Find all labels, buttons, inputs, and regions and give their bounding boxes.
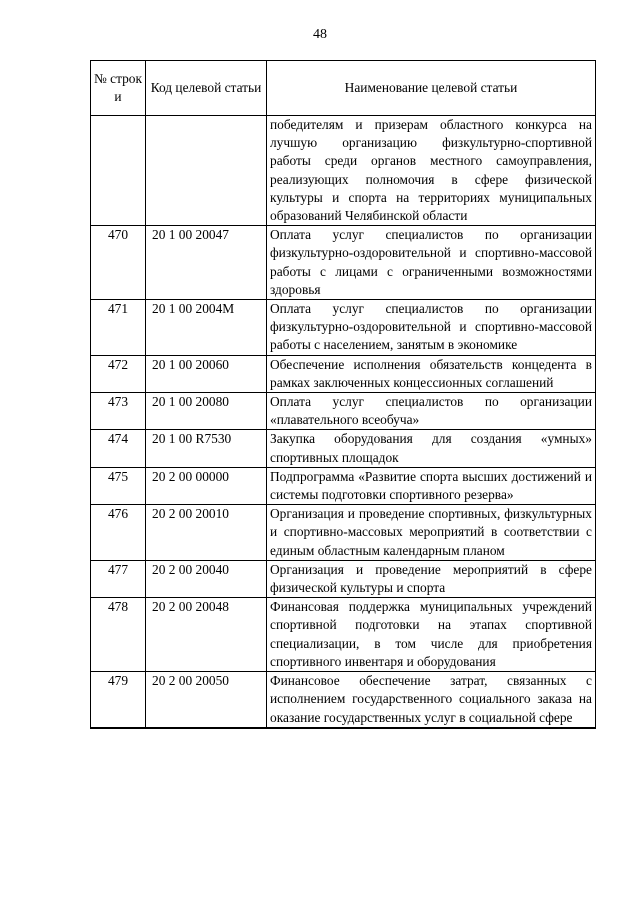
table-row: [91, 226, 596, 300]
table-row: [91, 116, 596, 226]
row-num: 479: [91, 672, 146, 728]
row-code: 20 2 00 00000: [146, 467, 267, 504]
target-articles-table: [90, 60, 596, 729]
table-row: [91, 300, 596, 356]
row-num: 475: [91, 467, 146, 504]
row-name: победителям и призерам областного конкурса на лучшую организацию физкультурно-спортивной работы среди органов местного самоуправления, реализующих полномочия в сфере физической культуры и спорта на территориях муниципальных образований Челябинской области: [267, 116, 596, 226]
row-name: Подпрограмма «Развитие спорта высших достижений и системы подготовки спортивного резерва»: [267, 467, 596, 504]
row-name: Оплата услуг специалистов по организации физкультурно-оздоровительной и спортивно-массовой работы с лицами с ограниченными возможностями здоровья: [267, 226, 596, 300]
row-name: Оплата услуг специалистов по организации «плавательного всеобуча»: [267, 393, 596, 430]
row-num: 474: [91, 430, 146, 467]
table-row: [91, 505, 596, 561]
table-row: [91, 727, 596, 728]
table-row: [91, 560, 596, 597]
row-code: 20 1 00 2004М: [146, 300, 267, 356]
table-row: [91, 393, 596, 430]
row-name: Закупка оборудования для создания «умных» спортивных площадок: [267, 430, 596, 467]
page-number: 48: [313, 27, 327, 42]
row-code: [146, 116, 267, 226]
table-row: [91, 672, 596, 728]
row-name: [267, 727, 596, 728]
header-code: Код целевой статьи: [146, 61, 267, 116]
row-name: Организация и проведение мероприятий в сфере физической культуры и спорта: [267, 560, 596, 597]
table-header-row: [91, 61, 596, 116]
row-name: Обеспечение исполнения обязательств концедента в рамках заключенных концессионных соглашений: [267, 355, 596, 392]
row-code: [146, 727, 267, 728]
row-num: 470: [91, 226, 146, 300]
row-num: 472: [91, 355, 146, 392]
table-row: [91, 355, 596, 392]
row-num: 477: [91, 560, 146, 597]
row-num: 471: [91, 300, 146, 356]
row-name: Финансовая поддержка муниципальных учреждений спортивной подготовки на этапах спортивной специализации, в том числе для приобретения спортивного инвентаря и оборудования: [267, 598, 596, 672]
table-row: [91, 598, 596, 672]
row-code: 20 1 00 20060: [146, 355, 267, 392]
row-num: [91, 116, 146, 226]
row-name: Финансовое обеспечение затрат, связанных с исполнением государственного социального заказа на оказание государственных услуг в социальной сфере: [267, 672, 596, 728]
table-row: [91, 430, 596, 467]
row-code: 20 2 00 20050: [146, 672, 267, 728]
row-num: 478: [91, 598, 146, 672]
row-num: [91, 727, 146, 728]
header-num: № строк и: [91, 61, 146, 116]
table-row: [91, 467, 596, 504]
row-code: 20 1 00 20047: [146, 226, 267, 300]
row-name: Организация и проведение спортивных, физкультурных и спортивно-массовых мероприятий в соответствии с единым областным календарным планом: [267, 505, 596, 561]
row-code: 20 2 00 20010: [146, 505, 267, 561]
row-code: 20 2 00 20040: [146, 560, 267, 597]
row-name: Оплата услуг специалистов по организации физкультурно-оздоровительной и спортивно-массовой работы с населением, занятым в экономике: [267, 300, 596, 356]
row-code: 20 1 00 20080: [146, 393, 267, 430]
row-code: 20 2 00 20048: [146, 598, 267, 672]
header-name: Наименование целевой статьи: [267, 61, 596, 116]
row-num: 476: [91, 505, 146, 561]
row-num: 473: [91, 393, 146, 430]
row-code: 20 1 00 R7530: [146, 430, 267, 467]
